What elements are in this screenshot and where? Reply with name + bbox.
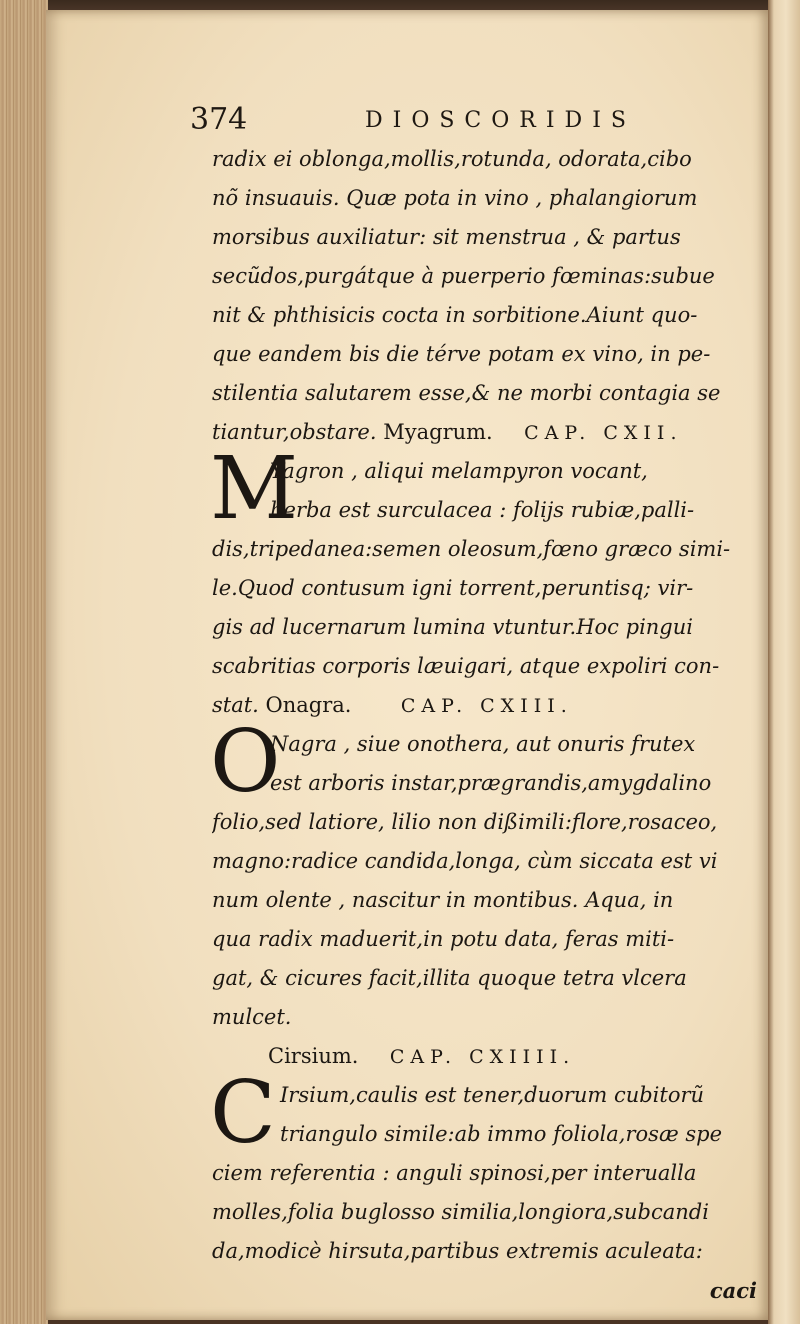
chapter-number-cirsium: CAP. CXIIII. — [389, 1046, 576, 1068]
chapter-number-myagrum: CAP. CXII. — [524, 422, 683, 444]
text-line: da,modicè hirsuta,partibus extremis aculeata: — [212, 1239, 703, 1263]
page-header — [190, 102, 750, 142]
text-line: nõ insuauis. Quæ pota in vino , phalangiorum — [212, 186, 698, 210]
chapter-title-onagra: Onagra. — [265, 693, 352, 717]
drop-cap-o: O — [210, 712, 281, 812]
text-line: magno:radice candida,longa, cùm siccata est vi — [212, 849, 718, 873]
chapter-number-onagra: CAP. CXIII. — [400, 695, 573, 717]
section-onagra — [210, 712, 757, 1037]
text-line: molles,folia buglosso similia,longiora,subcandi — [212, 1200, 709, 1224]
text-line: mulcet. — [212, 1005, 292, 1029]
text-line: que eandem bis die térve potam ex vino, in pe- — [212, 342, 711, 366]
text-line: dis,tripedanea:semen oleosum,fœno græco simi- — [212, 537, 731, 561]
text-line: stilentia salutarem esse,& ne morbi contagia se — [212, 381, 721, 405]
text-line: Irsium,caulis est tener,duorum cubitorũ — [280, 1083, 705, 1107]
section-cirsium — [210, 1063, 757, 1310]
text-line: gis ad lucernarum lumina vtuntur.Hoc pingui — [212, 615, 693, 639]
chapter-title-myagrum: Myagrum. — [383, 420, 493, 444]
catchword: caci — [709, 1278, 757, 1303]
text-line: nit & phthisicis cocta in sorbitione.Aiunt quo- — [212, 303, 698, 327]
heading-line-cirsium — [212, 1037, 757, 1076]
text-line: tiantur,obstare. — [212, 420, 377, 444]
page-edges-left — [0, 0, 48, 1324]
text-line-with-heading — [212, 686, 757, 725]
chapter-title-cirsium: Cirsium. — [268, 1044, 359, 1068]
text-line: radix ei oblonga,mollis,rotunda, odorata,cibo — [212, 147, 692, 171]
text-line: gat, & cicures facit,illita quoque tetra vlcera — [212, 966, 687, 990]
text-line: est arboris instar,prægrandis,amygdalino — [270, 771, 712, 795]
text-line: folio,sed latiore, lilio non dißimili:flore,rosaceo, — [212, 810, 718, 834]
text-line: scabritias corporis læuigari, atque expoliri con- — [212, 654, 720, 678]
text-line: Nagra , siue onothera, aut onuris frutex — [270, 732, 696, 756]
text-line: qua radix maduerit,in potu data, feras miti- — [212, 927, 675, 951]
text-line: secũdos,purgátque à puerperio fœminas:subue — [212, 264, 715, 288]
text-line: triangulo simile:ab immo foliola,rosæ spe — [280, 1122, 723, 1146]
running-head: DIOSCORIDIS — [365, 108, 636, 133]
body-text — [212, 140, 757, 1310]
facing-page-edge — [768, 0, 800, 1324]
text-line: herba est surculacea : folijs rubiæ,palli- — [270, 498, 695, 522]
text-line: morsibus auxiliatur: sit menstrua , & partus — [212, 225, 681, 249]
text-line: stat. — [212, 693, 259, 717]
drop-cap-m: M — [210, 439, 299, 539]
text-line: num olente , nascitur in montibus. Aqua, in — [212, 888, 674, 912]
page-number: 374 — [190, 102, 248, 137]
drop-cap-c: C — [210, 1063, 276, 1163]
text-line: Yagron , aliqui melampyron vocant, — [270, 459, 648, 483]
text-line: le.Quod contusum igni torrent,peruntisq; vir- — [212, 576, 694, 600]
text-line: ciem referentia : anguli spinosi,per interualla — [212, 1161, 697, 1185]
section-myagrum — [210, 439, 757, 725]
